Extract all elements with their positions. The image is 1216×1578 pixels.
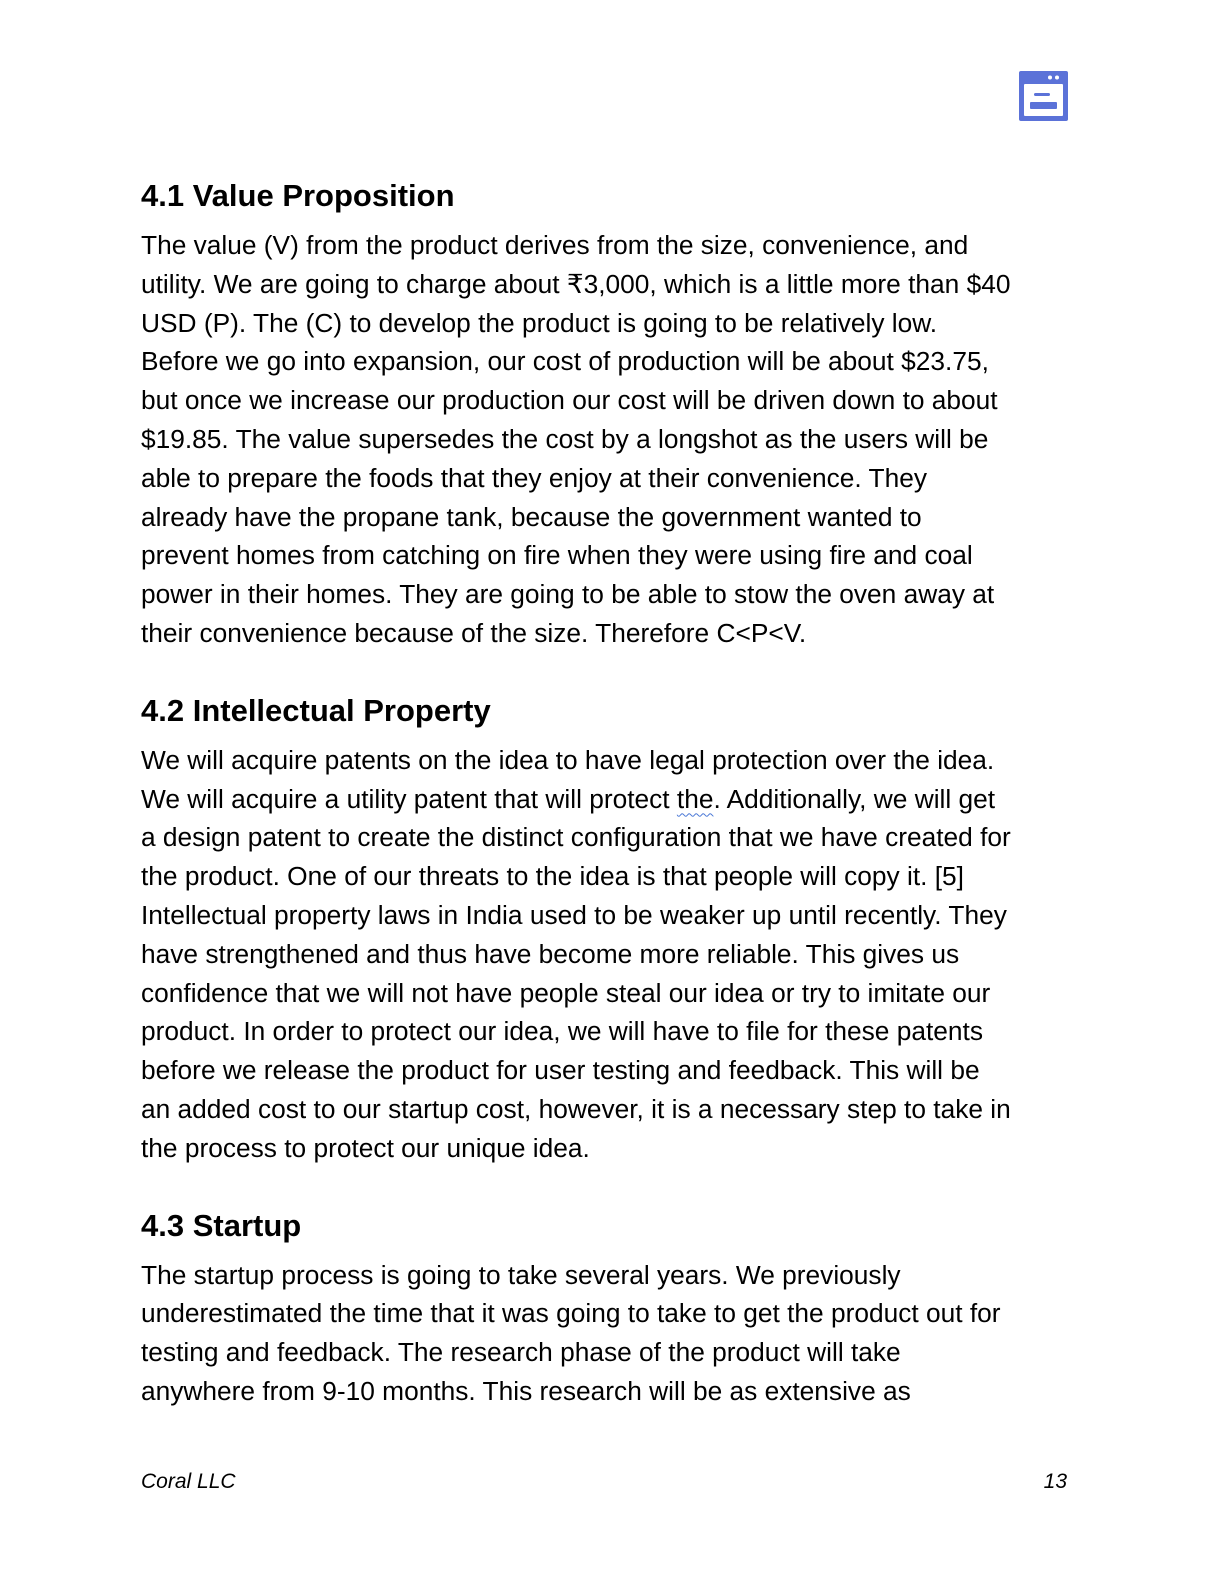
text-line: prevent homes from catching on fire when they were using fire and coal (141, 540, 973, 571)
text-line: already have the propane tank, because the government wanted to (141, 501, 922, 532)
section-heading-intellectual-property: 4.2 Intellectual Property (141, 692, 491, 728)
text-line: power in their homes. They are going to be able to stow the oven away at (141, 579, 995, 610)
intellectual-property-paragraph (141, 741, 1076, 1168)
text-line: the process to protect our unique idea. (141, 1132, 590, 1163)
text-line: but once we increase our production our cost will be driven down to about (141, 385, 998, 416)
section-heading-value-proposition: 4.1 Value Proposition (141, 178, 455, 213)
text-line (141, 780, 1076, 819)
value-proposition-paragraph (141, 226, 1076, 653)
text-line: confidence that we will not have people steal our idea or try to imitate our (141, 977, 991, 1008)
startup-paragraph (141, 1256, 1076, 1411)
text-line: before we release the product for user testing and feedback. This will be (141, 1055, 980, 1086)
text-line: Intellectual property laws in India used to be weaker up until recently. They (141, 899, 1007, 930)
text-line: The startup process is going to take several years. We previously (141, 1259, 901, 1290)
text-line: underestimated the time that it was going to take to get the product out for (141, 1298, 1001, 1329)
text-line: Before we go into expansion, our cost of production will be about $23.75, (141, 346, 989, 377)
document-body (141, 176, 1076, 1411)
text-line: $19.85. The value supersedes the cost by a longshot as the users will be (141, 423, 989, 454)
text-fragment: We will acquire a utility patent that will protect (141, 783, 677, 814)
text-line: have strengthened and thus have become more reliable. This gives us (141, 938, 960, 969)
text-line: a design patent to create the distinct configuration that we have created for (141, 822, 1011, 853)
oven-icon (1019, 71, 1068, 121)
text-line: their convenience because of the size. Therefore C<P<V. (141, 617, 807, 648)
text-line: USD (P). The (C) to develop the product is going to be relatively low. (141, 307, 938, 338)
text-line: an added cost to our startup cost, however, it is a necessary step to take in (141, 1093, 1011, 1124)
text-line: We will acquire patents on the idea to have legal protection over the idea. (141, 744, 995, 775)
text-line: anywhere from 9-10 months. This research will be as extensive as (141, 1375, 911, 1406)
text-fragment: . Additionally, we will get (713, 783, 996, 814)
text-line: product. In order to protect our idea, we will have to file for these patents (141, 1016, 983, 1047)
text-line: The value (V) from the product derives from the size, convenience, and (141, 230, 969, 260)
footer-page-number: 13 (1043, 1470, 1067, 1493)
text-line: utility. We are going to charge about ₹3,000, which is a little more than $40 (141, 268, 1011, 299)
footer-company-name: Coral LLC (141, 1470, 236, 1493)
text-line: able to prepare the foods that they enjoy at their convenience. They (141, 462, 928, 493)
section-heading-startup: 4.3 Startup (141, 1207, 302, 1243)
text-line: testing and feedback. The research phase of the product will take (141, 1337, 901, 1368)
text-line: the product. One of our threats to the idea is that people will copy it. [5] (141, 861, 964, 892)
spellcheck-flagged-word[interactable]: the (676, 783, 714, 814)
